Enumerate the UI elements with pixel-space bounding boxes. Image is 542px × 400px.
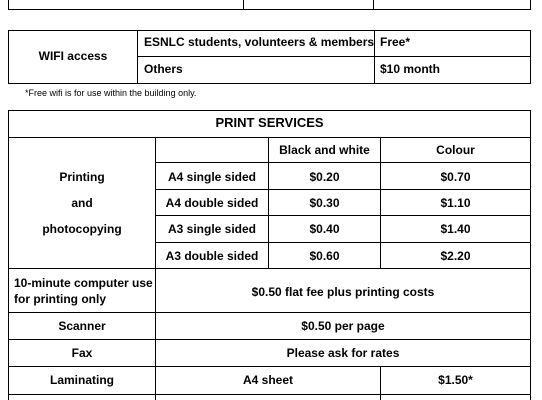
table-cell-colour: $1.10 (440, 196, 471, 210)
computer-use-label-line2: for printing only (14, 292, 106, 306)
column-header-colour: Colour (436, 143, 475, 157)
computer-use-value: $0.50 flat fee plus printing costs (251, 285, 435, 299)
table-cell-bw: $0.30 (309, 196, 340, 210)
printing-label-line1: Printing (59, 170, 105, 184)
wifi-row-members: ESNLC students, volunteers & members (144, 35, 375, 49)
print-services-title: PRINT SERVICES (215, 115, 324, 130)
table-row-label: A3 single sided (167, 222, 257, 236)
wifi-footnote: *Free wifi is for use within the building only. (25, 88, 197, 98)
printing-label-line2: and (71, 196, 93, 210)
laminating-price: $1.50* (438, 373, 473, 387)
scanner-label: Scanner (58, 319, 106, 333)
printing-label-line3: photocopying (42, 222, 122, 236)
table-cell-colour: $0.70 (440, 170, 471, 184)
table-cell-bw: $0.40 (309, 222, 340, 236)
laminating-label: Laminating (49, 373, 114, 387)
table-row-label: A4 double sided (165, 196, 259, 210)
table-cell-bw: $0.20 (309, 170, 340, 184)
wifi-row-others: Others (144, 62, 183, 76)
wifi-label: WIFI access (38, 49, 108, 63)
table-cell-bw: $0.60 (309, 249, 340, 263)
fax-label: Fax (71, 346, 93, 360)
laminating-size: A4 sheet (242, 373, 294, 387)
table-row-label: A4 single sided (167, 170, 257, 184)
wifi-price-others: $10 month (380, 62, 441, 76)
column-header-black-and-white: Black and white (279, 143, 370, 157)
table-cell-colour: $1.40 (440, 222, 471, 236)
wifi-price-members: Free* (380, 35, 411, 49)
table-row-label: A3 double sided (165, 249, 259, 263)
computer-use-label-line1: 10-minute computer use (14, 276, 153, 290)
scanner-value: $0.50 per page (301, 319, 385, 333)
table-cell-colour: $2.20 (440, 249, 471, 263)
fax-value: Please ask for rates (286, 346, 400, 360)
